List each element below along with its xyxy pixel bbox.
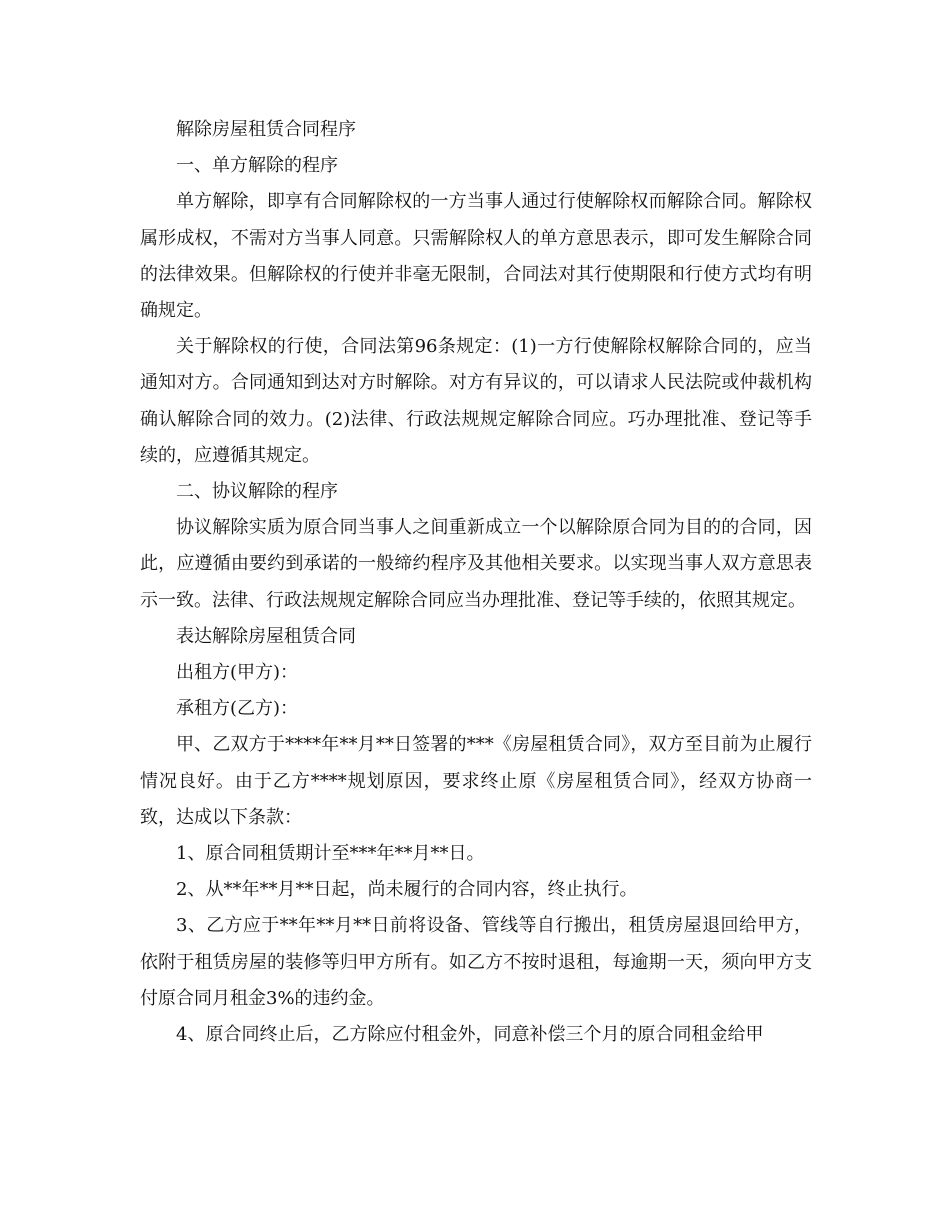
clause-1: 1、原合同租赁期计至***年**月**日。: [176, 843, 485, 865]
document-title: 解除房屋租赁合同程序: [176, 119, 356, 140]
paragraph-article-96: 关于解除权的行使，合同法第96条规定：(1)一方行使解除权解除合同的，应当通知对方。合同通知到达对方时解除。对方有异议的，可以请求人民法院或仲裁机构确认解除合同的效力。(2)法律、行政法规规定解除合同应。巧办理批准、登记等手续的，应遵循其规定。: [140, 336, 812, 466]
lessor-line: 出租方(甲方)：: [176, 662, 299, 684]
paragraph-preamble: 甲、乙双方于****年**月**日签署的***《房屋租赁合同》，双方至目前为止履行情况良好。由于乙方****规划原因，要求终止原《房屋租赁合同》，经双方协商一致，达成以下条款：: [140, 734, 812, 828]
template-heading: 表达解除房屋租赁合同: [176, 625, 356, 647]
section-heading-unilateral: 一、单方解除的程序: [176, 155, 338, 177]
section-heading-agreement: 二、协议解除的程序: [176, 481, 338, 503]
lessee-line: 承租方(乙方)：: [176, 698, 299, 720]
paragraph-agreement-definition: 协议解除实质为原合同当事人之间重新成立一个以解除原合同为目的的合同，因此，应遵循由要约到承诺的一般缔约程序及其他相关要求。以实现当事人双方意思表示一致。法律、行政法规规定解除合同应当办理批准、登记等手续的，依照其规定。: [140, 517, 812, 611]
clause-2: 2、从**年**月**日起，尚未履行的合同内容，终止执行。: [176, 879, 638, 901]
clause-4: 4、原合同终止后，乙方除应付租金外，同意补偿三个月的原合同租金给甲: [176, 1024, 764, 1046]
clause-3: 3、乙方应于**年**月**日前将设备、管线等自行搬出，租赁房屋退回给甲方，依附于租赁房屋的装修等归甲方所有。如乙方不按时退租，每逾期一天，须向甲方支付原合同月租金3%的违约金。: [140, 915, 812, 1009]
paragraph-unilateral-definition: 单方解除，即享有合同解除权的一方当事人通过行使解除权而解除合同。解除权属形成权，不需对方当事人同意。只需解除权人的单方意思表示，即可发生解除合同的法律效果。但解除权的行使并非毫无限制，合同法对其行使期限和行使方式均有明确规定。: [140, 191, 812, 322]
document-body: [140, 112, 812, 1053]
